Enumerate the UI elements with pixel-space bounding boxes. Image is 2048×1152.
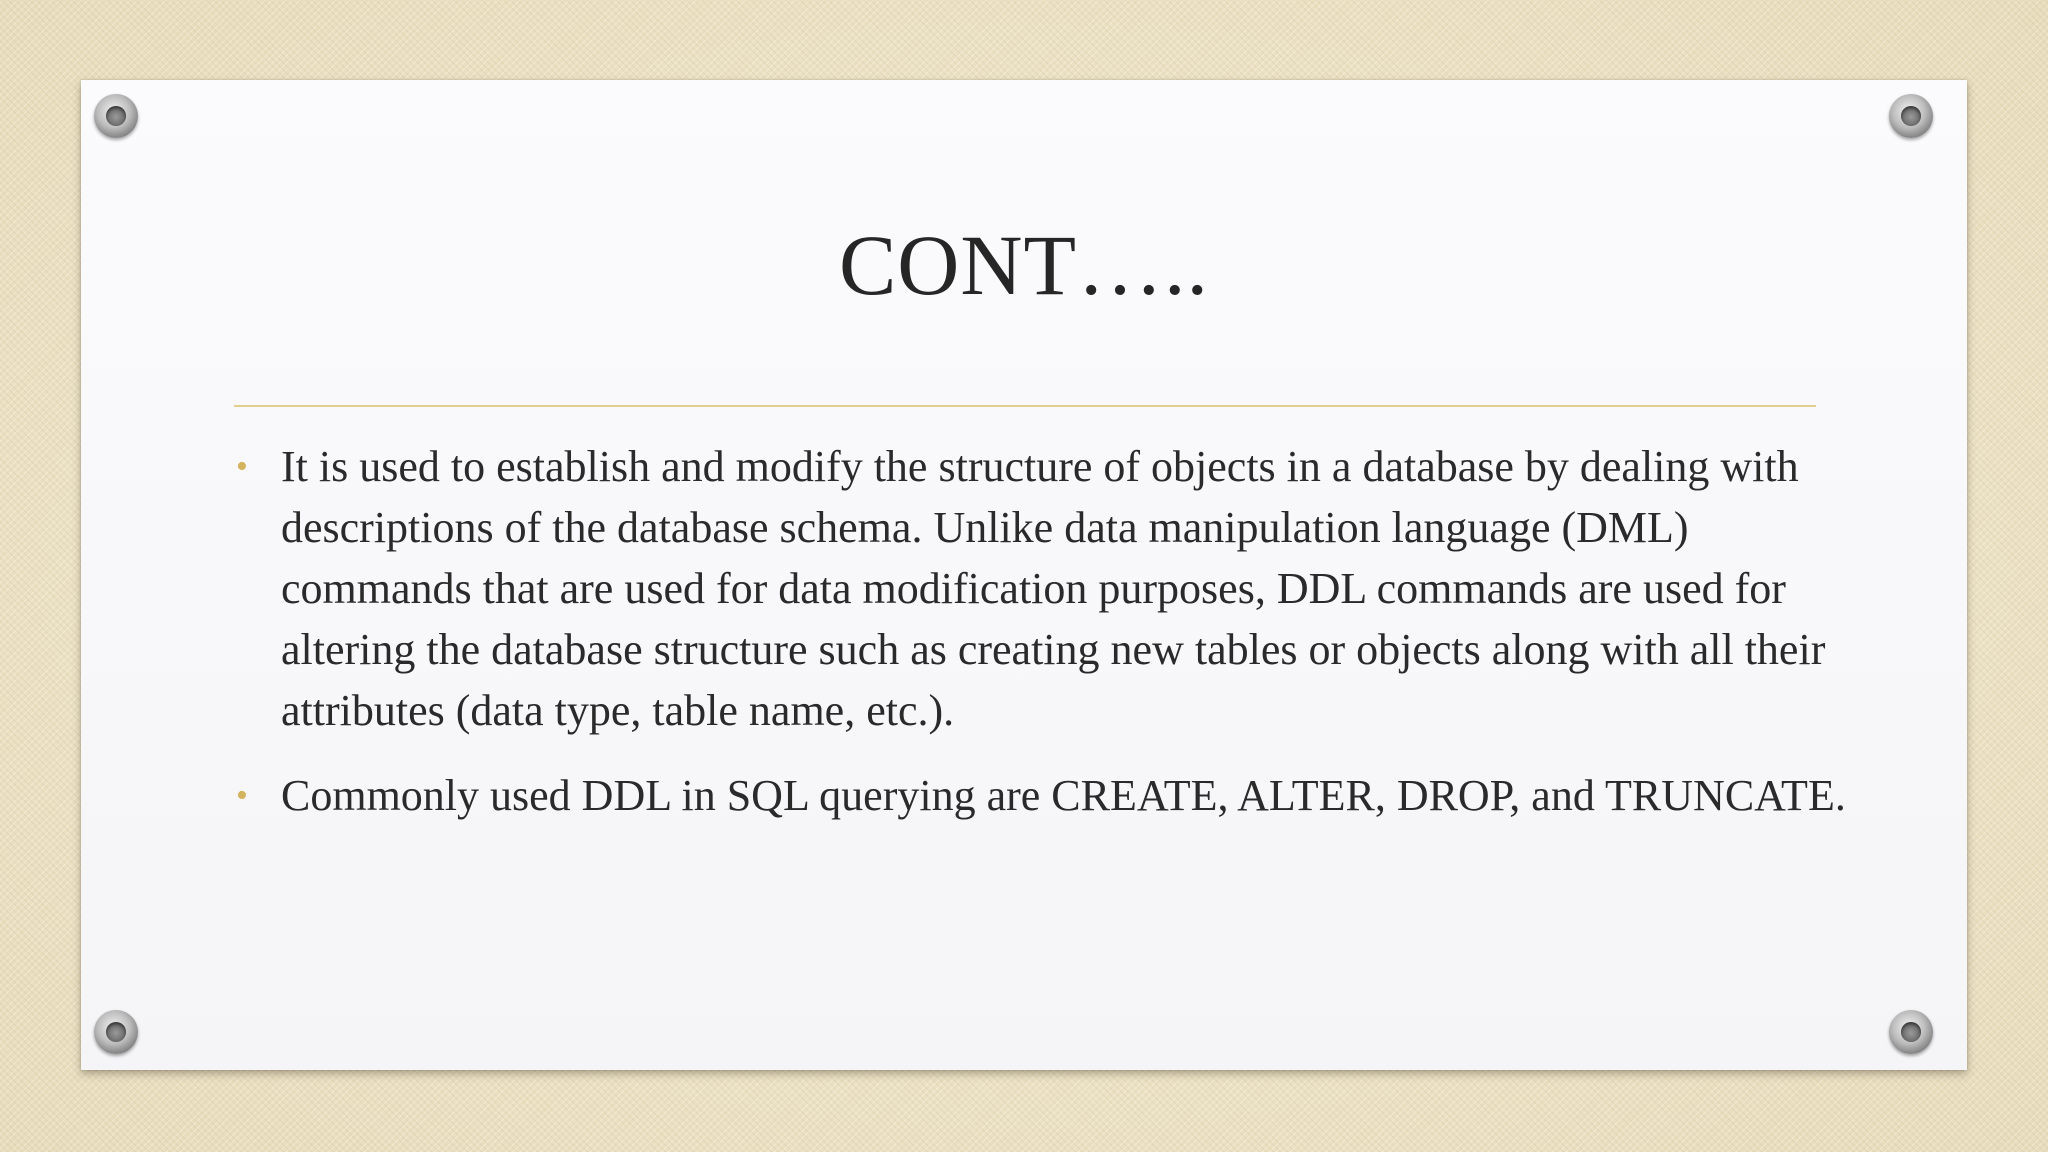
bullet-text: It is used to establish and modify the structure of objects in a database by dealing with descriptions of the database schema. Unlike data manipulation language (DML) commands that are used for data modification purposes, DDL commands are used for altering the database structure such as creating new tables or objects along with all their attributes (data type, table name, etc.). <box>281 442 1826 735</box>
slide-title: CONT….. <box>838 217 1210 313</box>
bullet-text: Commonly used DDL in SQL querying are CREATE, ALTER, DROP, and TRUNCATE. <box>281 771 1846 820</box>
slide-card <box>81 80 1967 1070</box>
grommet-top-left-icon <box>94 94 138 138</box>
grommet-bottom-left-icon <box>94 1010 138 1054</box>
bullet-marker-icon: • <box>236 777 248 814</box>
bullet-marker-icon: • <box>236 448 248 485</box>
bullet-item <box>234 765 1854 826</box>
grommet-bottom-right-icon <box>1889 1010 1933 1054</box>
bullet-list <box>234 436 1854 850</box>
bullet-item <box>234 436 1854 741</box>
title-divider <box>234 405 1816 407</box>
grommet-top-right-icon <box>1889 94 1933 138</box>
